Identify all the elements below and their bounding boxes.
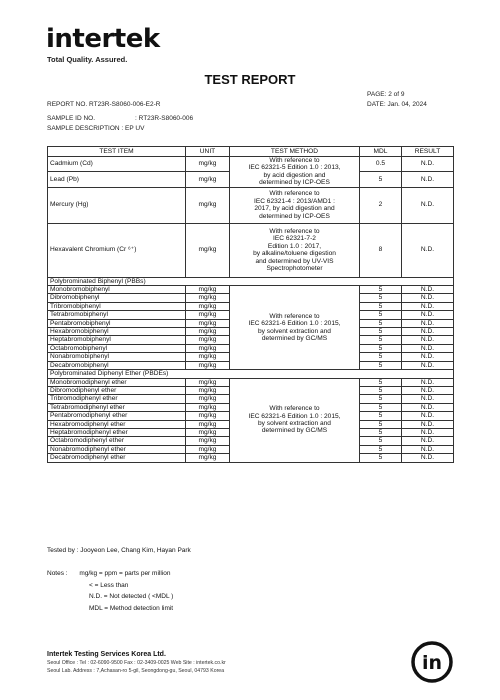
test-item-cell: Hexabromodiphenyl ether bbox=[48, 420, 186, 428]
logo-tagline: Total Quality. Assured. bbox=[47, 55, 128, 64]
mdl-cell: 5 bbox=[360, 420, 402, 428]
result-cell: N.D. bbox=[402, 187, 454, 223]
test-item-cell: Monobromobiphenyl bbox=[48, 286, 186, 294]
mdl-cell: 5 bbox=[360, 437, 402, 445]
result-cell: N.D. bbox=[402, 378, 454, 386]
mdl-cell: 5 bbox=[360, 361, 402, 369]
result-cell: N.D. bbox=[402, 445, 454, 453]
mdl-cell: 5 bbox=[360, 395, 402, 403]
test-method-line: Edition 1.0 : 2017, bbox=[267, 242, 322, 250]
test-item-cell: Dibromodiphenyl ether bbox=[48, 386, 186, 394]
group-name: Polybrominated Biphenyl (PBBs) bbox=[48, 277, 454, 285]
test-method-line: determined by ICP-OES bbox=[259, 212, 330, 220]
test-item-cell: Hexavalent Chromium (Cr ⁶⁺) bbox=[48, 223, 186, 277]
unit-cell: mg/kg bbox=[186, 454, 230, 462]
test-method-line: by solvent extraction and bbox=[258, 327, 331, 335]
result-cell: N.D. bbox=[402, 395, 454, 403]
test-item-cell: Tribromobiphenyl bbox=[48, 302, 186, 310]
test-method-line: determined by GC/MS bbox=[261, 427, 328, 435]
office-contact: Seoul Office : Tel : 02-6090-9500 Fax : 02-3409-0025 Web Site : intertek.co.kr bbox=[47, 660, 226, 666]
mdl-cell: 0.5 bbox=[360, 157, 402, 172]
test-item-cell: Pentabromodiphenyl ether bbox=[48, 412, 186, 420]
result-cell: N.D. bbox=[402, 428, 454, 436]
tested-by: Tested by : Jooyeon Lee, Chang Kim, Hayan Park bbox=[47, 547, 191, 554]
result-cell: N.D. bbox=[402, 286, 454, 294]
test-item-cell: Tetrabromobiphenyl bbox=[48, 311, 186, 319]
table-row bbox=[48, 286, 454, 294]
note-line: N.D. = Not detected ( <MDL ) bbox=[89, 593, 174, 600]
report-number: REPORT NO. RT23R-S8060-006-E2-R bbox=[47, 101, 161, 108]
test-method-line: IEC 62321-5 Edition 1.0 : 2013, bbox=[248, 164, 341, 172]
test-method-line: With reference to bbox=[269, 227, 320, 235]
test-item-cell: Monobromodiphenyl ether bbox=[48, 378, 186, 386]
test-item-cell: Decabromobiphenyl bbox=[48, 361, 186, 369]
page-title: TEST REPORT bbox=[204, 72, 296, 87]
result-cell: N.D. bbox=[402, 386, 454, 394]
result-cell: N.D. bbox=[402, 336, 454, 344]
result-cell: N.D. bbox=[402, 344, 454, 352]
unit-cell: mg/kg bbox=[186, 336, 230, 344]
sample-id-label: SAMPLE ID NO. bbox=[47, 115, 96, 122]
unit-cell: mg/kg bbox=[186, 428, 230, 436]
mdl-cell: 5 bbox=[360, 286, 402, 294]
mdl-cell: 5 bbox=[360, 302, 402, 310]
test-item-cell: Tribromodiphenyl ether bbox=[48, 395, 186, 403]
unit-cell: mg/kg bbox=[186, 361, 230, 369]
group-header-row bbox=[48, 370, 454, 378]
notes-section bbox=[47, 568, 173, 614]
col-header-unit: UNIT bbox=[186, 147, 230, 157]
result-cell: N.D. bbox=[402, 420, 454, 428]
mdl-cell: 5 bbox=[360, 403, 402, 411]
note-line: mg/kg = ppm = parts per million bbox=[79, 570, 171, 577]
notes-label: Notes : bbox=[47, 570, 68, 577]
mdl-cell: 5 bbox=[360, 386, 402, 394]
unit-cell: mg/kg bbox=[186, 344, 230, 352]
test-item-cell: Nonabromodiphenyl ether bbox=[48, 445, 186, 453]
group-header-row bbox=[48, 277, 454, 285]
unit-cell: mg/kg bbox=[186, 187, 230, 223]
unit-cell: mg/kg bbox=[186, 437, 230, 445]
unit-cell: mg/kg bbox=[186, 328, 230, 336]
unit-cell: mg/kg bbox=[186, 386, 230, 394]
result-cell: N.D. bbox=[402, 311, 454, 319]
result-cell: N.D. bbox=[402, 437, 454, 445]
group-name: Polybrominated Diphenyl Ether (PBDEs) bbox=[48, 370, 454, 378]
test-method-line: determined by GC/MS bbox=[261, 334, 328, 342]
mdl-cell: 5 bbox=[360, 172, 402, 187]
unit-cell: mg/kg bbox=[186, 403, 230, 411]
result-cell: N.D. bbox=[402, 403, 454, 411]
unit-cell: mg/kg bbox=[186, 172, 230, 187]
result-cell: N.D. bbox=[402, 454, 454, 462]
test-method-line: IEC 62321-4 : 2013/AMD1 : bbox=[253, 197, 335, 205]
result-cell: N.D. bbox=[402, 223, 454, 277]
test-results-table bbox=[47, 146, 454, 463]
page-number: PAGE: 2 of 9 bbox=[367, 91, 405, 98]
test-method-line: by alkaline/toluene digestion bbox=[253, 250, 336, 258]
result-cell: N.D. bbox=[402, 361, 454, 369]
test-item-cell: Cadmium (Cd) bbox=[48, 157, 186, 172]
test-method-cell bbox=[230, 223, 360, 277]
mdl-cell: 5 bbox=[360, 294, 402, 302]
result-cell: N.D. bbox=[402, 319, 454, 327]
mdl-cell: 5 bbox=[360, 454, 402, 462]
test-method-line: With reference to bbox=[269, 405, 320, 413]
lab-address: Seoul Lab. Address : 7,Achasan-ro 5-gil, Seongdong-gu, Seoul, 04793 Korea bbox=[47, 668, 225, 674]
intertek-logo: intertek bbox=[46, 24, 160, 54]
sample-description: SAMPLE DESCRIPTION : EP UV bbox=[47, 125, 145, 132]
note-line: MDL = Method detection limit bbox=[89, 604, 174, 612]
test-method-line: IEC 62321-7-2 bbox=[273, 235, 316, 243]
test-item-cell: Octabromobiphenyl bbox=[48, 344, 186, 352]
mdl-cell: 5 bbox=[360, 311, 402, 319]
mdl-cell: 5 bbox=[360, 344, 402, 352]
col-header-test-method: TEST METHOD bbox=[230, 147, 360, 157]
table-header-row bbox=[48, 147, 454, 157]
unit-cell: mg/kg bbox=[186, 378, 230, 386]
test-item-cell: Nonabromobiphenyl bbox=[48, 353, 186, 361]
result-cell: N.D. bbox=[402, 294, 454, 302]
col-header-mdl: MDL bbox=[360, 147, 402, 157]
mdl-cell: 5 bbox=[360, 319, 402, 327]
test-method-line: With reference to bbox=[269, 190, 320, 198]
test-method-cell bbox=[230, 157, 360, 188]
unit-cell: mg/kg bbox=[186, 420, 230, 428]
company-name: Intertek Testing Services Korea Ltd. bbox=[47, 651, 166, 658]
col-header-test-item: TEST ITEM bbox=[48, 147, 186, 157]
table-row bbox=[48, 378, 454, 386]
test-item-cell: Mercury (Hg) bbox=[48, 187, 186, 223]
result-cell: N.D. bbox=[402, 353, 454, 361]
result-cell: N.D. bbox=[402, 302, 454, 310]
unit-cell: mg/kg bbox=[186, 412, 230, 420]
test-item-cell: Decabromodiphenyl ether bbox=[48, 454, 186, 462]
test-method-line: With reference to bbox=[269, 312, 320, 320]
mdl-cell: 5 bbox=[360, 445, 402, 453]
seal-text: in bbox=[421, 652, 443, 674]
test-method-line: IEC 62321-6 Edition 1.0 : 2015, bbox=[248, 412, 341, 420]
note-line: < = Less than bbox=[89, 581, 129, 589]
test-method-line: determined by ICP-OES bbox=[259, 179, 330, 187]
mdl-cell: 8 bbox=[360, 223, 402, 277]
test-item-cell: Hexabromobiphenyl bbox=[48, 328, 186, 336]
unit-cell: mg/kg bbox=[186, 294, 230, 302]
test-item-cell: Heptabromobiphenyl bbox=[48, 336, 186, 344]
test-method-line: With reference to bbox=[269, 157, 320, 164]
test-method-cell bbox=[230, 187, 360, 223]
mdl-cell: 5 bbox=[360, 412, 402, 420]
mdl-cell: 5 bbox=[360, 378, 402, 386]
unit-cell: mg/kg bbox=[186, 223, 230, 277]
intertek-seal-icon bbox=[410, 640, 454, 684]
test-method-line: by solvent extraction and bbox=[258, 420, 331, 428]
test-method-cell bbox=[230, 286, 360, 370]
test-item-cell: Lead (Pb) bbox=[48, 172, 186, 187]
result-cell: N.D. bbox=[402, 172, 454, 187]
unit-cell: mg/kg bbox=[186, 302, 230, 310]
unit-cell: mg/kg bbox=[186, 157, 230, 172]
sample-id-value: : RT23R-S8060-006 bbox=[135, 115, 194, 122]
unit-cell: mg/kg bbox=[186, 319, 230, 327]
test-method-line: Spectrophotometer bbox=[266, 264, 323, 272]
test-method-line: by acid digestion and bbox=[263, 171, 326, 179]
test-method-cell bbox=[230, 378, 360, 462]
mdl-cell: 2 bbox=[360, 187, 402, 223]
unit-cell: mg/kg bbox=[186, 286, 230, 294]
test-method-line: and determined by UV-VIS bbox=[255, 257, 334, 265]
report-date: DATE: Jan. 04, 2024 bbox=[367, 101, 427, 108]
col-header-result: RESULT bbox=[402, 147, 454, 157]
result-cell: N.D. bbox=[402, 412, 454, 420]
test-method-line: 2017, by acid digestion and bbox=[254, 205, 335, 213]
result-cell: N.D. bbox=[402, 328, 454, 336]
mdl-cell: 5 bbox=[360, 353, 402, 361]
unit-cell: mg/kg bbox=[186, 311, 230, 319]
unit-cell: mg/kg bbox=[186, 445, 230, 453]
mdl-cell: 5 bbox=[360, 428, 402, 436]
test-item-cell: Tetrabromodiphenyl ether bbox=[48, 403, 186, 411]
footer bbox=[47, 651, 226, 674]
test-method-line: IEC 62321-6 Edition 1.0 : 2015, bbox=[248, 320, 341, 328]
table-row bbox=[48, 187, 454, 223]
unit-cell: mg/kg bbox=[186, 395, 230, 403]
test-item-cell: Dibromobiphenyl bbox=[48, 294, 186, 302]
table-row bbox=[48, 157, 454, 172]
test-item-cell: Heptabromodiphenyl ether bbox=[48, 428, 186, 436]
table-row bbox=[48, 223, 454, 277]
unit-cell: mg/kg bbox=[186, 353, 230, 361]
mdl-cell: 5 bbox=[360, 336, 402, 344]
test-item-cell: Octabromodiphenyl ether bbox=[48, 437, 186, 445]
result-cell: N.D. bbox=[402, 157, 454, 172]
mdl-cell: 5 bbox=[360, 328, 402, 336]
test-item-cell: Pentabromobiphenyl bbox=[48, 319, 186, 327]
